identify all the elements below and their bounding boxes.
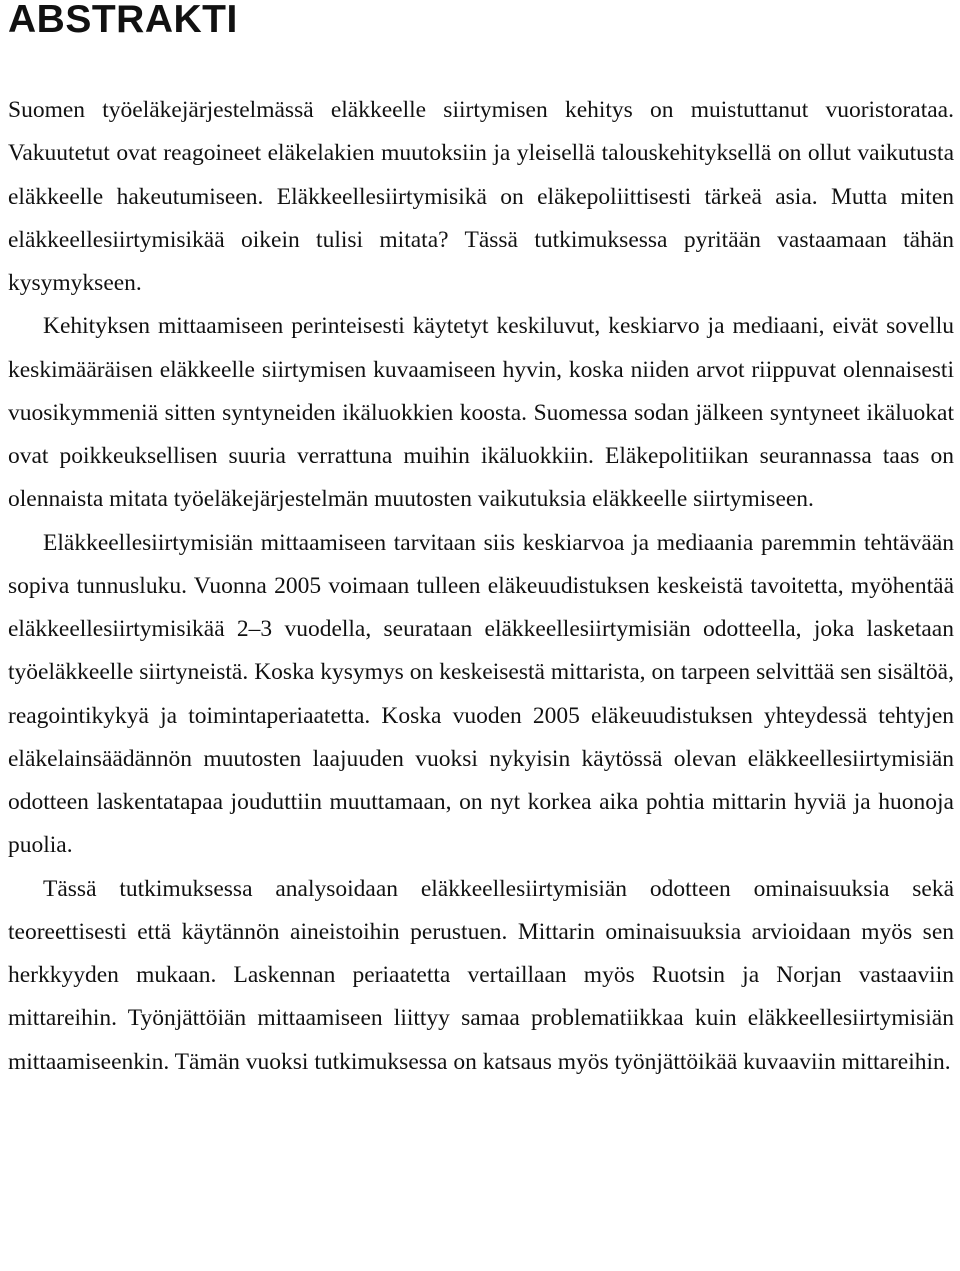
paragraph-2: Kehityksen mittaamiseen perinteisesti käytetyt keskiluvut, keskiarvo ja mediaani, eivät sovellu keskimääräisen eläkkeelle siirtymisen kuvaamiseen hyvin, koska niiden arvot riippuvat olennaisesti vuosikymmeniä sitten syntyneiden ikäluokkien koosta. Suomessa sodan jälkeen syntyneet ikäluokat ovat poikkeuksellisen suuria verrattuna muihin ikäluokkiin. Eläkepolitiikan seurannassa taas on olennaista mitata työeläkejärjestelmän muutosten vaikutuksia eläkkeelle siirtymiseen. (8, 313, 954, 513)
paragraph-1: Suomen työeläkejärjestelmässä eläkkeelle siirtymisen kehitys on muistuttanut vuoristorataa. Vakuutetut ovat reagoineet eläkelakien muutoksiin ja yleisellä talouskehityksellä on ollut vaikutusta eläkkeelle hakeutumiseen. Eläkkeellesiirtymisikä on eläkepoliittisesti tärkeä asia. Mutta miten eläkkeellesiirtymisikää oikein tulisi mitata? Tässä tutkimuksessa pyritään vastaamaan tähän kysymykseen. (8, 97, 954, 296)
abstract-body (8, 89, 954, 1084)
paragraph-3: Eläkkeellesiirtymisiän mittaamiseen tarvitaan siis keskiarvoa ja mediaania paremmin tehtävään sopiva tunnusluku. Vuonna 2005 voimaan tulleen eläkeuudistuksen keskeistä tavoitetta, myöhentää eläkkeellesiirtymisikää 2–3 vuodella, seurataan eläkkeellesiirtymisiän odotteella, joka lasketaan työeläkkeelle siirtyneistä. Koska kysymys on keskeisestä mittarista, on tarpeen selvittää sen sisältöä, reagointikykyä ja toimintaperiaatetta. Koska vuoden 2005 eläkeuudistuksen yhteydessä tehtyjen eläkelainsäädännön muutosten laajuuden vuoksi nykyisin käytössä olevan eläkkeellesiirtymisiän odotteen laskentatapaa jouduttiin muuttamaan, on nyt korkea aika pohtia mittarin hyviä ja huonoja puolia. (8, 529, 954, 859)
section-heading: ABSTRAKTI (8, 0, 238, 41)
paragraph-4: Tässä tutkimuksessa analysoidaan eläkkeellesiirtymisiän odotteen ominaisuuksia sekä teoreettisesti että käytännön aineistoihin perustuen. Mittarin ominaisuuksia arvioidaan myös sen herkkyyden mukaan. Laskennan periaatetta vertaillaan myös Ruotsin ja Norjan vastaaviin mittareihin. Työnjättöiän mittaamiseen liittyy samaa problematiikkaa kuin eläkkeellesiirtymisiän mittaamiseenkin. Tämän vuoksi tutkimuksessa on katsaus myös työnjättöikää kuvaaviin mittareihin. (8, 875, 954, 1075)
